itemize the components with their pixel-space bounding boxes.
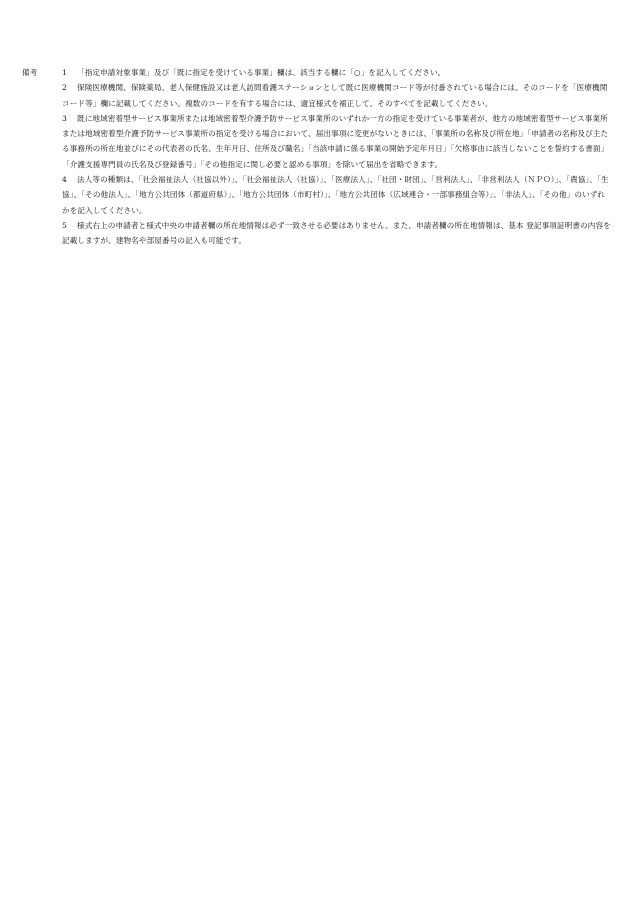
remarks-heading: 備考 [22, 68, 38, 77]
remark-text: 保険医療機関、保険薬局、老人保健施設又は老人訪問看護ステーションとして既に医療機関コード等が付番されている場合には、そのコードを「医療機関コード等」欄に記載してください。複数のコードを有する場合には、適宜様式を補正して、そのすべてを記載してください。 [62, 83, 608, 108]
remark-note-5 [62, 218, 612, 249]
remark-number: 3 [62, 113, 67, 123]
remark-number: 2 [62, 83, 67, 93]
remark-text: 様式右上の申請者と様式中央の申請者欄の所在地情報は必ず一致させる必要はありません。また、申請者欄の所在地情報は、基本 登記事項証明書の内容を記載しますが、建物名や部屋番号の記入も可能です。 [62, 220, 611, 246]
remark-number: 5 [62, 220, 67, 230]
remark-text: 「指定申請対象事業」及び「既に指定を受けている事業」欄は、該当する欄に「○」を記入してください。 [77, 68, 446, 77]
remark-note-2 [62, 80, 612, 111]
remark-note-1 [62, 65, 612, 80]
remark-number: 1 [62, 68, 67, 77]
remark-text: 法人等の種類は、「社会福祉法人（社協以外）」、「社会福祉法人（社協）」、「医療法人」、「社団・財団」、「営利法人」、「非営利法人（ＮＰＯ）」、「農協」、「生協」、「その他法人」、「地方公共団体（都道府県）」、「地方公共団体（市町村）」、「地方公共団体（広域連合・一部事務組合等）」、「非法人」、「その他」のいずれかを記入してください。 [62, 175, 609, 215]
remark-note-4 [62, 172, 612, 218]
remark-number: 4 [62, 175, 67, 185]
remark-text: 既に地域密着型サービス事業所または地域密着型介護予防サービス事業所のいずれか一方の指定を受けている事業者が、他方の地域密着型サービス事業所または地域密着型介護予防サービス事業所の指定を受ける場合において、届出事項に変更がないときには、「事業所の名称及び所在地」「申請者の名称及び主たる事務所の所在地並びにその代表者の氏名、生年月日、住所及び職名」「当該申請に係る事業の開始予定年月日」「欠格事由に該当しないことを誓約する書面」「介護支援専門員の氏名及び登録番号」「その他指定に関し必要と認める事項」を除いて届出を省略できます。 [62, 113, 609, 169]
remark-note-3 [62, 111, 612, 172]
remarks-section [22, 65, 612, 249]
